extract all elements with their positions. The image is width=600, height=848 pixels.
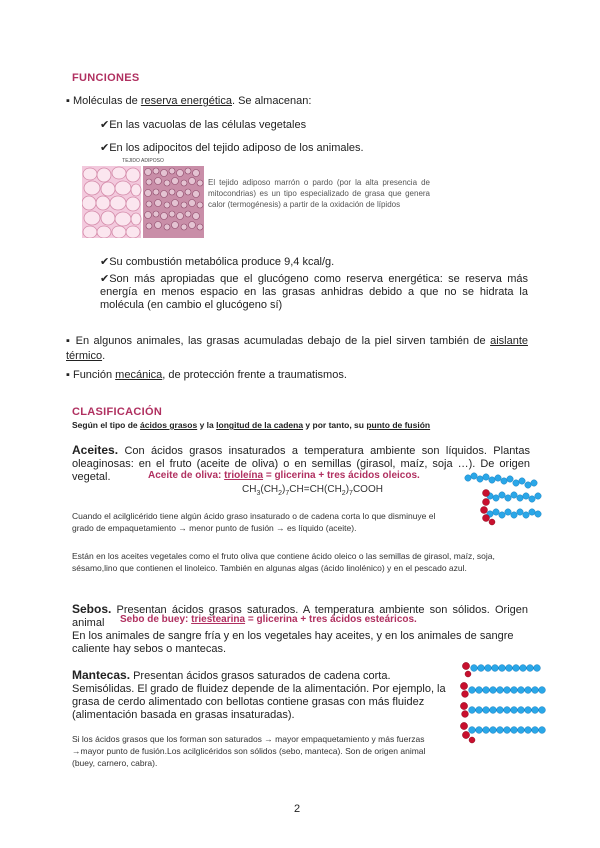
mantecas-title: Mantecas. — [72, 668, 131, 682]
triestearina-term: triestearina — [191, 614, 246, 625]
checkmark-icon: ✔ — [100, 273, 110, 285]
sebos-example: Sebo de buey: triestearina = glicerina + tres ácidos esteáricos. — [120, 614, 417, 625]
bullet-icon: ▪ — [66, 369, 73, 381]
oleic-formula: $CH_3(CH_2)_7CH=CH(CH_2)_7COOH$ — [242, 484, 383, 497]
check-item-vacuolas: ✔En las vacuolas de las células vegetales — [100, 119, 307, 131]
mantecas-note: Si los ácidos grasos que los forman son saturados → mayor empaquetamiento y más fuerzas →mayor punto de fusión.Los acilglicéridos son sólidos (sebo, manteca). Son de origen animal (buey, carnero, cabra). — [72, 734, 426, 768]
saturated-fat-molecules — [458, 660, 548, 748]
mantecas-paragraph: Mantecas. Presentan ácidos grasos saturados de cadena corta. Semisólidas. El grado de fluidez depende de la alimentación. Por ejemplo, la grasa de cerdo alimentado con bellotas contiene grasas con más fluidez (alimentación basada en grasas insaturadas). — [72, 668, 446, 721]
triolein-molecule — [462, 466, 544, 536]
bullet-icon: ▪ — [66, 335, 76, 347]
aceites-note-2: Están en los aceites vegetales como el fruto oliva que contiene ácido oleico o las semillas de girasol, maíz, soja, sésamo,lino que contienen el linoleico. También en algunas algas (ácido linolénico) y en el pescado azul. — [72, 551, 495, 573]
adipose-tissue-image — [82, 158, 204, 238]
sebos-title: Sebos. — [72, 602, 112, 616]
aceites-title: Aceites. — [72, 443, 119, 457]
adipose-micrograph — [82, 166, 204, 238]
section-heading-clasificacion: CLASIFICACIÓN — [72, 406, 163, 418]
aceites-note: Cuando el acilglicérido tiene algún ácido graso insaturado o de cadena corta lo que disminuye el grado de empaquetamiento → menor punto de fusión → es líquido (aceite). — [72, 511, 436, 533]
check-item-adipocitos: ✔En los adipocitos del tejido adiposo de los animales. — [100, 142, 364, 154]
mecanica-term: mecánica — [115, 369, 163, 381]
section-heading-funciones: FUNCIONES — [72, 72, 140, 84]
aceites-example: Aceite de oliva: trioleína = glicerina + tres ácidos oleicos. — [148, 470, 420, 481]
page-number: 2 — [294, 803, 301, 815]
clasificacion-subtitle: Según el tipo de ácidos grasos y la longitud de la cadena y por tanto, su punto de fusión — [72, 420, 431, 430]
sebos-paragraph: Sebos. Presentan ácidos grasos saturados. A temperatura ambiente son sólidos. Origen animal — [72, 602, 529, 629]
bullet-reserva: ▪ Moléculas de reserva energética. Se almacenan: — [66, 95, 312, 107]
bullet-aislante: ▪ En algunos animales, las grasas acumuladas debajo de la piel sirven también de aislante térmico. — [66, 335, 528, 362]
checkmark-icon: ✔ — [100, 142, 110, 154]
aceites-paragraph: Aceites. Con ácidos grasos insaturados a temperatura ambiente son líquidos. Plantas oleaginosas: en el fruto (aceite de oliva) o en semillas (girasol, maíz, soja …). De origen vegetal. — [72, 443, 530, 483]
checkmark-icon: ✔ — [100, 119, 110, 131]
aislante-termico-term: aislante térmico — [66, 335, 528, 362]
checkmark-icon: ✔ — [100, 256, 110, 268]
sebos-paragraph-2: En los animales de sangre fría y en los vegetales hay aceites, y en los animales de sangre caliente hay sebos o mantecas. — [72, 630, 514, 655]
formula-data — [240, 455, 241, 456]
adipose-caption: El tejido adiposo marrón o pardo (por la alta presencia de mitocondrias) es un tipo especializado de grasa que genera calor (termogénesis) a partir de la oxidación de lípidos — [208, 178, 430, 209]
reserva-energetica-term: reserva energética — [140, 95, 232, 107]
trioleina-term: trioleína — [224, 470, 264, 481]
bullet-icon: ▪ — [66, 95, 73, 107]
check-item-glucogeno: ✔Son más apropiadas que el glucógeno como reserva energética: se reserva más energía en menos espacio en las grasas anhidras debido a que no se hidrata la molécula (en cambio el glucógeno sí) — [100, 273, 528, 311]
bullet-mecanica: ▪ Función mecánica, de protección frente a traumatismos. — [66, 369, 347, 381]
image-label: TEJIDO ADIPOSO — [122, 158, 164, 164]
check-item-combustion: ✔Su combustión metabólica produce 9,4 kcal/g. — [100, 256, 335, 268]
